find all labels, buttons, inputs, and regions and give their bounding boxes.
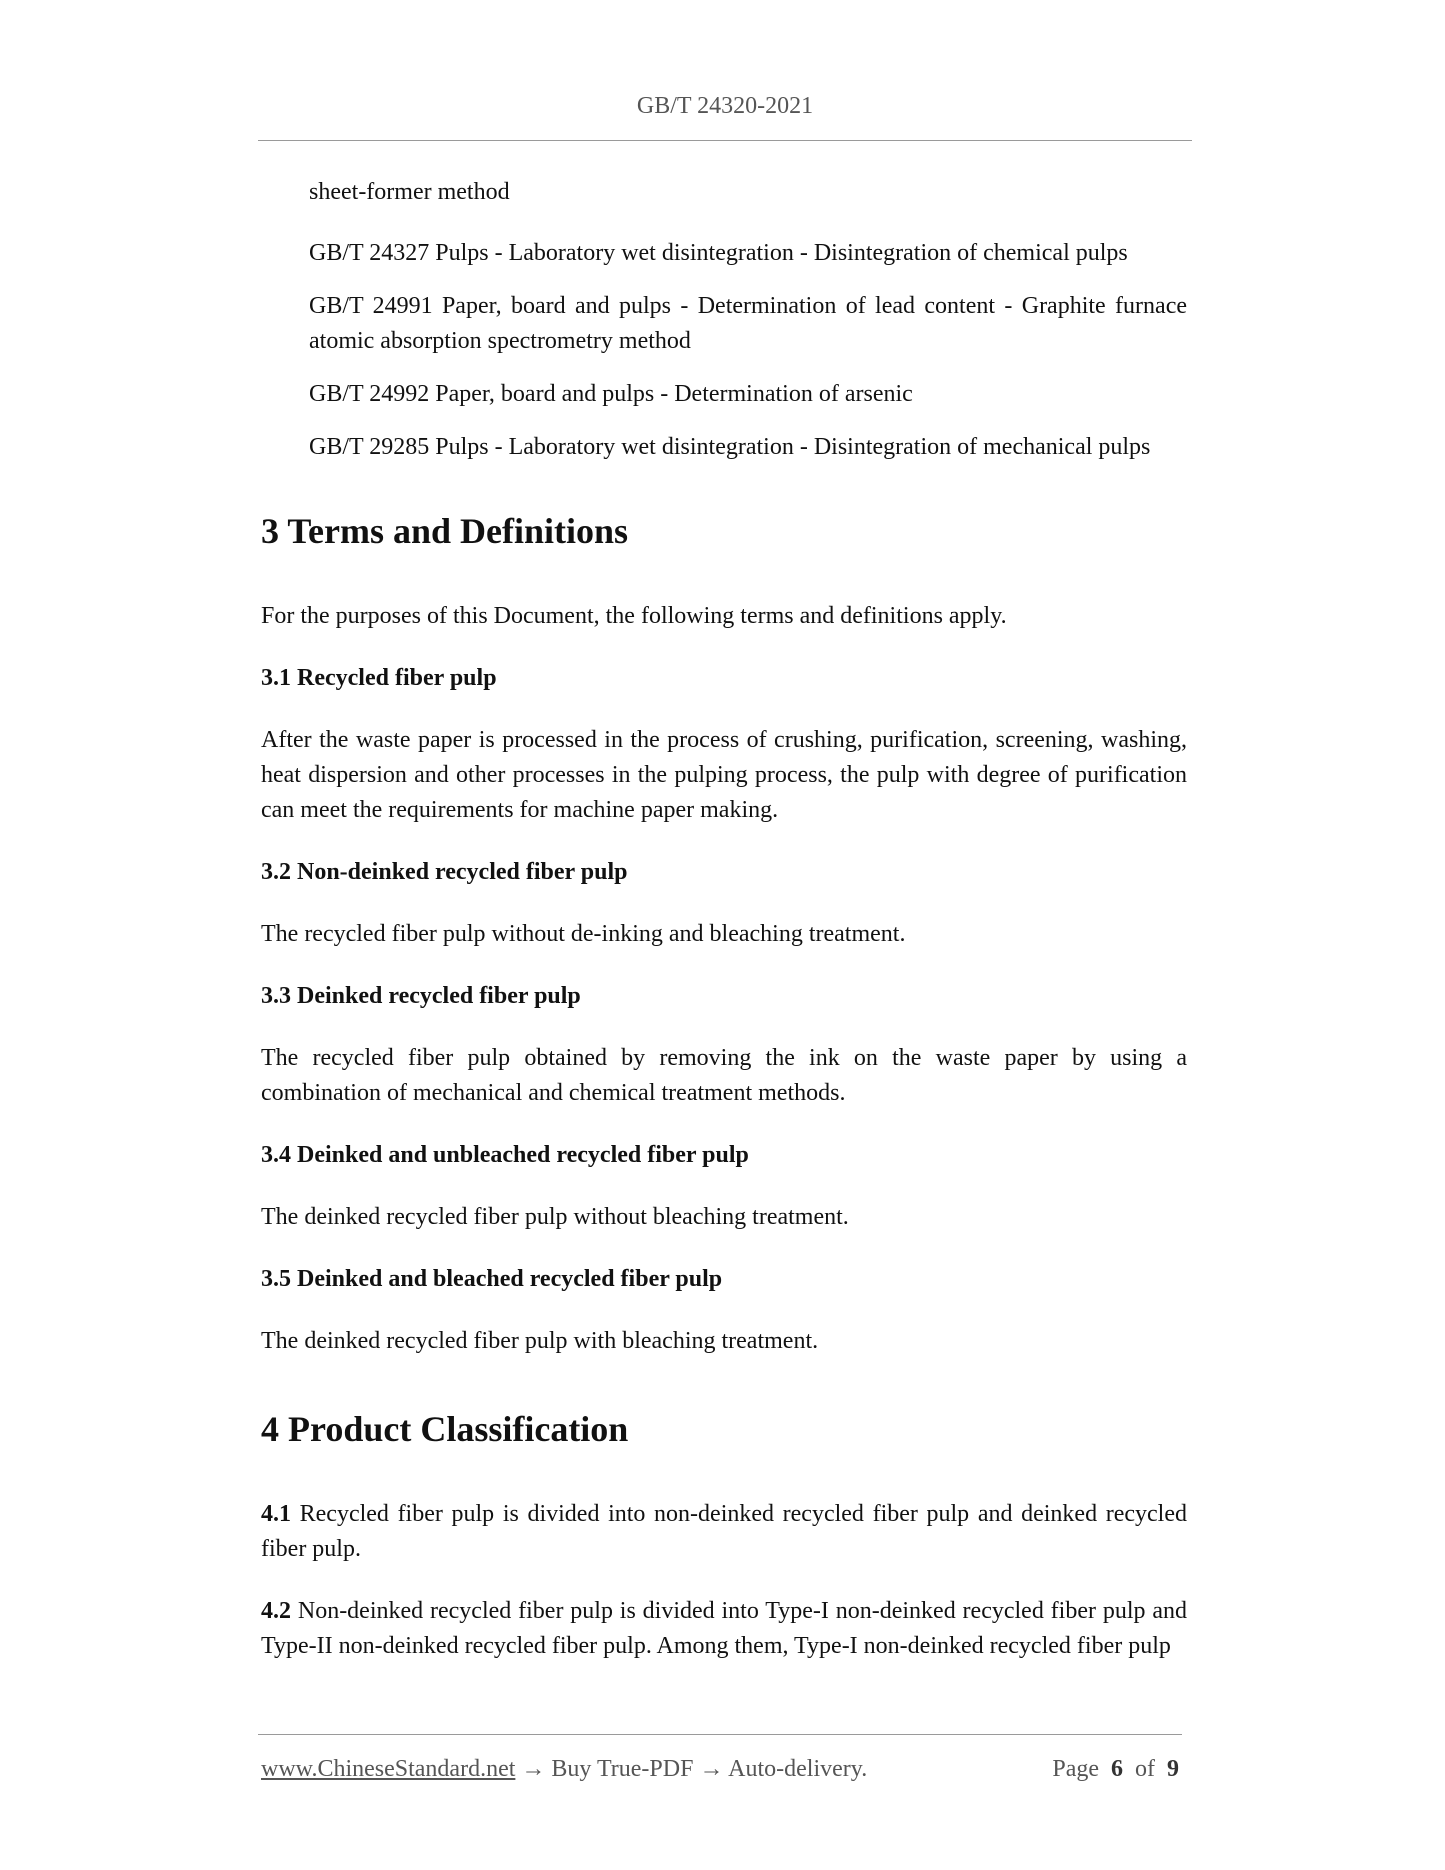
term-title: 3.3 Deinked recycled fiber pulp (261, 983, 581, 1009)
section-3-intro: For the purposes of this Document, the following terms and definitions apply. (261, 603, 1007, 629)
document-header: GB/T 24320-2021 (636, 93, 814, 119)
term-title: 3.4 Deinked and unbleached recycled fiber pulp (261, 1142, 749, 1168)
of-label: of (1135, 1756, 1155, 1782)
reference-item: GB/T 24991 Paper, board and pulps - Determination of lead content - Graphite furnace atomic absorption spectrometry method (309, 293, 1187, 354)
term-definition: After the waste paper is processed in the process of crushing, purification, screening, washing, heat dispersion and other processes in the pulping process, the pulp with degree of purification can meet the requirements for machine paper making. (261, 727, 1187, 823)
clause-4-1 (261, 1497, 1187, 1567)
arrow-right-icon: → (699, 1756, 724, 1782)
term-definition: The recycled fiber pulp without de-inking and bleaching treatment. (261, 921, 906, 947)
header-divider (258, 140, 1192, 141)
total-pages: 9 (1167, 1756, 1179, 1782)
page-footer (261, 1756, 1179, 1783)
clause-number: 4.1 (261, 1501, 291, 1527)
clause-number: 4.2 (261, 1598, 291, 1624)
page-label: Page (1052, 1756, 1099, 1782)
reference-item: GB/T 24992 Paper, board and pulps - Determination of arsenic (309, 381, 913, 407)
section-3-heading: 3 Terms and Definitions (261, 511, 629, 551)
reference-item: sheet-former method (309, 179, 510, 205)
term-definition: The deinked recycled fiber pulp with bleaching treatment. (261, 1328, 819, 1354)
page-number: 6 (1111, 1756, 1123, 1782)
site-link[interactable]: www.ChineseStandard.net (261, 1756, 516, 1782)
normative-references-list (261, 175, 1187, 465)
term-title: 3.5 Deinked and bleached recycled fiber pulp (261, 1266, 723, 1292)
clause-4-2 (261, 1594, 1187, 1664)
term-title: 3.1 Recycled fiber pulp (261, 665, 497, 691)
term-definition: The deinked recycled fiber pulp without bleaching treatment. (261, 1204, 849, 1230)
clause-text: Non-deinked recycled fiber pulp is divided into Type-I non-deinked recycled fiber pulp and Type-II non-deinked recycled fiber pulp. Among them, Type-I non-deinked recycled fiber pulp (261, 1598, 1188, 1659)
reference-item: GB/T 29285 Pulps - Laboratory wet disintegration - Disintegration of mechanical pulps (309, 434, 1151, 460)
footer-divider (258, 1734, 1182, 1735)
clause-text: Recycled fiber pulp is divided into non-deinked recycled fiber pulp and deinked recycled fiber pulp. (261, 1501, 1187, 1562)
section-4-heading: 4 Product Classification (261, 1409, 629, 1449)
buy-pdf-text: Buy True-PDF (551, 1756, 694, 1782)
reference-item: GB/T 24327 Pulps - Laboratory wet disintegration - Disintegration of chemical pulps (309, 240, 1128, 266)
arrow-right-icon: → (521, 1756, 546, 1782)
term-definition: The recycled fiber pulp obtained by removing the ink on the waste paper by using a combination of mechanical and chemical treatment methods. (261, 1045, 1187, 1106)
page-content (261, 175, 1187, 1691)
term-title: 3.2 Non-deinked recycled fiber pulp (261, 859, 628, 885)
page-indicator (1052, 1756, 1179, 1783)
auto-delivery-text: Auto-delivery. (728, 1756, 868, 1782)
